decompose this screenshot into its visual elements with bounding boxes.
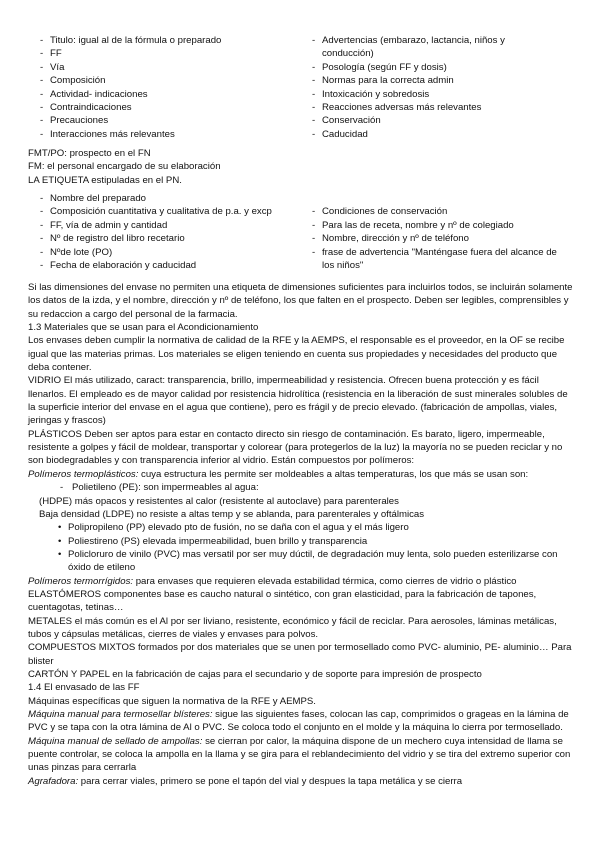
term-text: sigue las siguientes fases, colocan las cap, comprimidos o grageas en la lámina de PVC y se tapa con la otra lámina de Al o PVC. Se coloca todo el conjunto en el molde y la máquina lo cierra por termosellado. (28, 709, 569, 734)
sub-item: • Policloruro de vinilo (PVC) mas versatil por ser muy dúctil, de degradación muy lenta, solo pueden esterilizarse con óxido de etileno (58, 548, 558, 574)
term-label: Máquina manual de sellado de ampollas: (28, 735, 203, 747)
sub-item: - Polietileno (PE): son impermeables al agua: (60, 482, 259, 494)
list-item: - Intoxicación y sobredosis (312, 88, 430, 100)
list-item: - Vía (40, 61, 65, 73)
paragraph-elastomeros: ELASTÓMEROS componentes base es caucho natural o sintético, con gran elasticidad, para la fabricación de tapones, cuentagotas, tetinas… (28, 588, 537, 614)
list-item: - Reacciones adversas más relevantes (312, 102, 482, 114)
term-label: Máquina manual para termosellar blísteres: (28, 709, 213, 720)
term-text: para envases que requieren elevada estabilidad térmica, como cierres de vidrio o plástico (133, 575, 517, 587)
term-label: Agrafadora: (28, 775, 79, 787)
paragraph-agrafadora (28, 775, 576, 788)
paragraph-termoplasticos (28, 468, 576, 481)
sub-item: • Poliestireno (PS) elevada impermeabilidad, buen brillo y transparencia (58, 535, 368, 547)
list-item: - Nombre del preparado (40, 193, 146, 204)
list-item: - Actividad- indicaciones (40, 88, 148, 100)
list-item: - Normas para la correcta admin (312, 75, 454, 87)
sub-item: • Polipropileno (PP) elevado pto de fusión, no se daña con el agua y el más ligero (58, 522, 409, 534)
paragraph-compuestos: COMPUESTOS MIXTOS formados por dos materiales que se unen por termosellado como PVC- aluminio, PE- aluminio… Para blister (28, 642, 572, 667)
label-list-right (312, 205, 570, 272)
term-text: cuya estructura les permite ser moldeables a altas temperaturas, los que más se usan son: (138, 468, 529, 480)
list-item: - Condiciones de conservación (312, 206, 448, 218)
list-item: - Posología (según FF y dosis) (312, 61, 447, 73)
list-item: - Composición cuantitativa y cualitativa de p.a. y excp (40, 206, 272, 218)
prospectus-list-right (312, 34, 527, 141)
list-item: - FF (40, 48, 62, 60)
paragraph-vidrio: VIDRIO El más utilizado, caract: transparencia, brillo, impermeabilidad y resistencia. Ofrecen buena protección y es fácil llenarlos. El empleado es de mayor calidad por resistencia hidrolítica (resistencia en la liberación de sust minerales solubles de la superficie interior del envase en el agua que contiene), pero es frágil y de precio elevado. (fabricación de ampollas, viales, jeringas y frascos) (28, 375, 568, 427)
list-item: - frase de advertencia "Manténgase fuera del alcance de los niños" (312, 246, 557, 272)
term-text: para cerrar viales, primero se pone el tapón del vial y despues la tapa metálica y se cierra (78, 775, 463, 787)
list-item: - Contraindicaciones (40, 102, 132, 114)
label-list-left (40, 192, 315, 272)
prospectus-list-left (40, 34, 300, 141)
list-item: - Conservación (312, 115, 381, 127)
prospectus-contents-list (0, 34, 600, 144)
paragraph-plasticos: PLÁSTICOS Deben ser aptos para estar en contacto directo sin riesgo de contaminación. Es barato, ligero, impermeable, resistente a golpes y fácil de moldear, transportar y colorear (para protegerlos de la luz) la mayoría no se pueden reciclar y no son biodegradables y con transparencia inferior al vidrio. Están compuestos por polímeros: (28, 428, 563, 467)
paragraph-termorrigidos (28, 575, 576, 588)
paragraph: Si las dimensiones del envase no permiten una etiqueta de dimensiones suficientes para incluirlos todos, se incluirán solamente los datos de la izda, y el nombre, dirección y nº de teléfono, los que falten en el prospecto. Deben ser legibles, comprensibles y su redaccion a cargo del personal de la farmacia. (28, 282, 573, 320)
label-notes (28, 147, 576, 187)
term-label: Polímeros termoplásticos: (28, 468, 139, 480)
sub-detail: (HDPE) más opacos y resistentes al calor (resistente al autoclave) para parenterales (39, 495, 399, 507)
sub-item-text: Poliestireno (PS) elevada impermeabilidad, buen brillo y transparencia (68, 535, 368, 547)
paragraph: Máquinas específicas que siguen la normativa de la RFE y AEMPS. (28, 695, 316, 707)
list-item: - Caducidad (312, 128, 368, 140)
sub-item-text: Polipropileno (PP) elevado pto de fusión, no se daña con el agua y el más ligero (68, 522, 409, 534)
section-heading: 1.3 Materiales que se usan para el Acondicionamiento (28, 322, 259, 334)
term-text: se cierran por calor, la máquina dispone de un mechero cuya intensidad de llama se puente controlar, se coloca la ampolla en la llama y se gira para el reblandecimiento del vidrio y se tira del extremo superior con unas pinzas para cerrarla (28, 735, 571, 774)
note-line: FM: el personal encargado de su elaboración (28, 161, 221, 173)
list-item: - Advertencias (embarazo, lactancia, niños y conducción) (312, 35, 505, 60)
note-line: LA ETIQUETA estipuladas en el PN. (28, 174, 182, 186)
term-label: Polímeros termorrígidos: (28, 575, 134, 587)
paragraph-carton: CARTÓN Y PAPEL en la fabricación de cajas para el secundario y de soporte para impresión de prospecto (28, 668, 482, 680)
list-item: - FF, vía de admin y cantidad (40, 219, 168, 231)
paragraph-ampollas (28, 735, 576, 775)
paragraph-metales: METALES el más común es el Al por ser liviano, resistente, económico y fácil de reciclar. Para aerosoles, láminas metálicas, tubos y cápsulas metálicas, cierres de viales y envases para polvos. (28, 615, 557, 640)
list-item: - Nºde lote (PO) (40, 246, 113, 258)
list-item: - Composición (40, 75, 106, 87)
list-item: - Interacciones más relevantes (40, 128, 175, 140)
section-heading: 1.4 El envasado de las FF (28, 682, 140, 694)
label-contents-list (0, 192, 600, 274)
paragraph: Los envases deben cumplir la normativa de calidad de la RFE y la AEMPS, el responsable es el proveedor, en la OF se recibe igual que las materias primas. Los materiales se eligen teniendo en cuenta sus propiedades y necesidades del producto que deba contener. (28, 335, 565, 374)
note-line: FMT/PO: prospecto en el FN (28, 148, 151, 159)
sub-item-text: Polietileno (PE): son impermeables al agua: (72, 482, 259, 494)
body-text (28, 281, 576, 788)
list-item: - Titulo: igual al de la fórmula o preparado (40, 35, 222, 46)
paragraph-blisteres (28, 708, 576, 735)
list-item: - Fecha de elaboración y caducidad (40, 260, 197, 272)
list-item: - Nombre, dirección y nº de teléfono (312, 233, 469, 245)
sub-detail: Baja densidad (LDPE) no resiste a altas temp y se ablanda, para parenterales y oftálmicas (39, 508, 425, 520)
list-item: - Precauciones (40, 115, 109, 127)
sub-item-text: Policloruro de vinilo (PVC) mas versatil por ser muy dúctil, de degradación muy lenta, solo pueden esterilizarse con óxido de etileno (68, 548, 558, 574)
list-item: - Nº de registro del libro recetario (40, 233, 185, 245)
list-item: - Para las de receta, nombre y nº de colegiado (312, 219, 514, 231)
